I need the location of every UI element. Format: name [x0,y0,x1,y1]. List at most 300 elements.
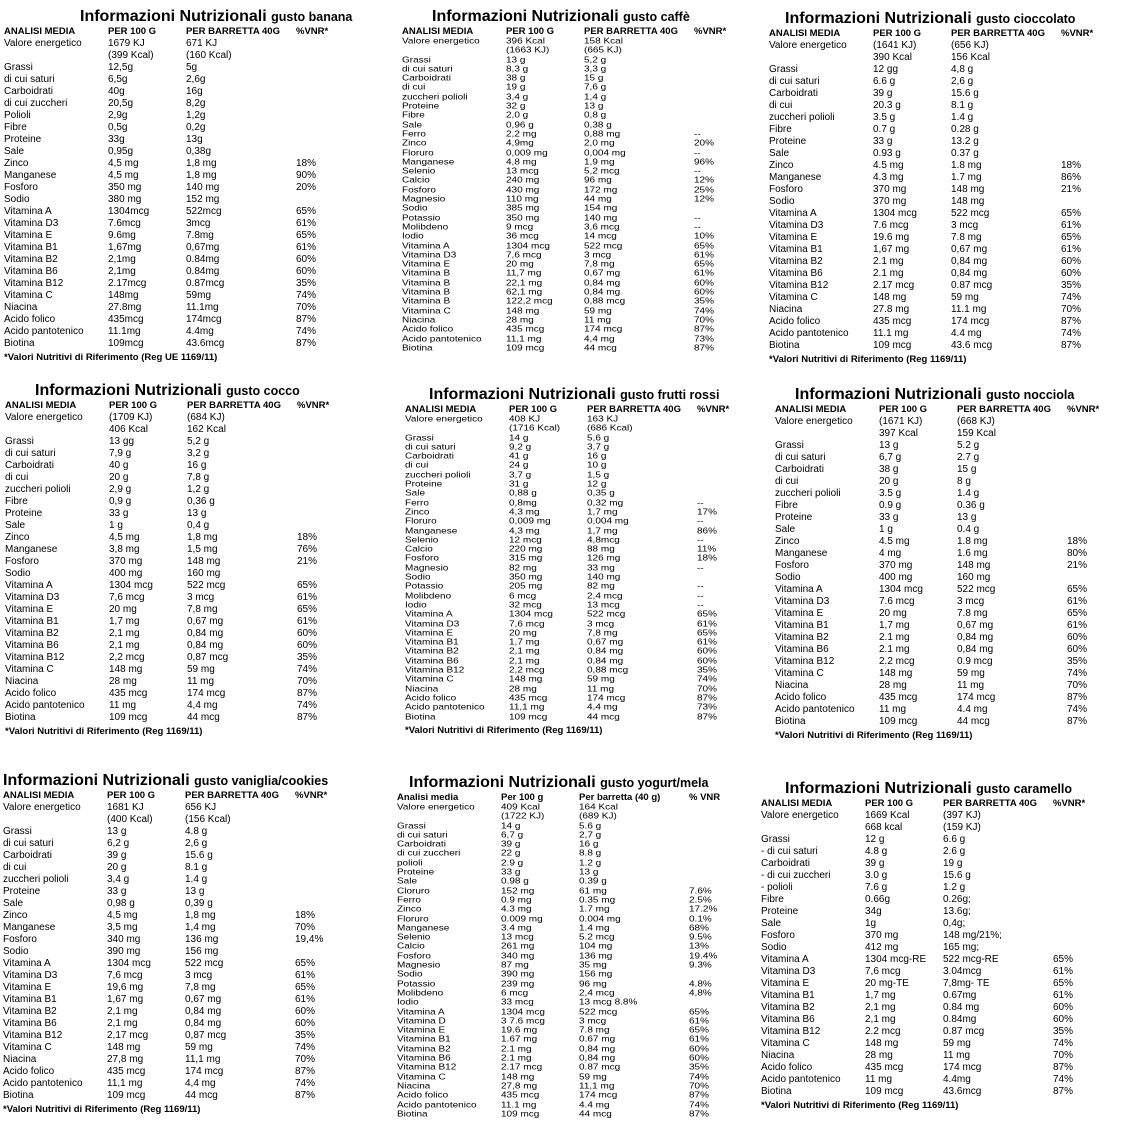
table-cell: 380 mg [108,194,142,205]
table-cell: Niacina [761,1050,795,1061]
table-cell: Iodio [397,998,419,1008]
table-cell: 350 mg [509,573,543,583]
table-cell: di cui [402,83,426,93]
table-cell: Niacina [769,304,803,315]
table-cell: 522 mcg [951,208,990,219]
table-row [3,958,375,970]
table-cell: di cui [775,476,799,487]
table-cell: 74% [295,1078,316,1089]
table-cell: Sale [775,524,796,535]
table-cell: -- [694,130,701,139]
table-cell: 1304 mcg [506,241,550,251]
table-cell: (159 KJ) [943,822,981,833]
table-cell: 0,95g [108,146,134,157]
table-cell: 14 mcg [584,232,617,242]
panel-title-flavor: gusto frutti rossi [620,388,720,402]
table-cell: - di cui zuccheri [761,870,831,881]
table-cell: 39 g [107,850,127,861]
table-cell: 174 mcg [584,325,623,335]
table-cell: 3,7 g [587,443,610,452]
table-cell: 7,8mg- TE [943,978,990,989]
table-cell: 61% [297,616,318,627]
table-cell: 38 g [506,74,526,84]
table-cell: 61% [1053,966,1074,977]
table-cell: Sale [402,120,423,130]
table-row [761,990,1131,1002]
table-cell: 1304 mcg [501,1007,545,1017]
table-cell: 159 Kcal [957,428,996,439]
table-cell: 65% [694,260,715,270]
table-row [3,862,375,874]
table-cell: 65% [689,1026,710,1036]
table-cell: Sale [769,148,790,159]
table-row [402,326,774,335]
column-header: ANALISI MEDIA [775,404,847,415]
table-cell: 2.5% [689,896,712,905]
table-cell: 11 mg [957,680,985,691]
panel-title [397,774,769,792]
table-row [405,611,777,620]
table-cell: 7.8mg [186,230,214,241]
table-cell: 0,88 mcg [584,297,626,307]
table-cell: 4.3 mg [873,172,904,183]
table-cell: 60% [1053,1002,1074,1013]
table-row [5,592,377,604]
table-row [4,218,376,230]
table-row [769,256,1131,268]
table-row [775,440,1131,452]
table-cell: 1 g [879,524,893,535]
table-cell: 65% [697,629,718,638]
table-cell: 19,4% [295,934,324,945]
table-cell: 73% [697,703,718,713]
table-cell: Vitamina B6 [3,1018,57,1029]
table-row [4,230,376,242]
table-cell: Magnesio [405,563,449,573]
table-cell: 60% [1061,268,1082,279]
table-cell: 18% [1067,536,1088,547]
table-cell: 6,7 g [879,452,902,463]
table-cell: 174 mcg [957,692,996,703]
table-row [405,714,777,723]
table-header [4,26,376,38]
table-cell: 4.4 mg [951,328,982,339]
table-cell [694,84,754,91]
table-cell: 350 mg [108,182,142,193]
table-cell: di cui saturi [405,443,456,452]
table-cell: 1.7 mg [579,905,610,915]
table-cell [1067,524,1127,536]
table-cell: zuccheri polioli [3,874,69,885]
table-row [761,1074,1131,1086]
table-cell: 65% [1061,208,1082,219]
table-cell [1053,942,1113,954]
table-cell: 1,7 mg [109,616,140,627]
table-cell: 0.84 mg [943,1002,980,1013]
table-cell: 35% [297,652,318,663]
table-cell: (684 KJ) [187,412,225,423]
panel-title-main: Informazioni Nutrizionali [3,772,190,789]
table-cell: Vitamina B6 [4,266,58,277]
table-cell: di cui saturi [402,65,453,74]
table-cell: 140 mg [186,182,220,193]
table-row [4,86,376,98]
table-cell: (156 Kcal) [185,814,231,825]
table-cell: Grassi [5,436,34,447]
table-cell: 0,35 g [587,489,615,499]
table-cell: 13 mcg [501,933,534,943]
table-cell: 148 mg [187,556,221,567]
table-cell [761,822,865,834]
table-cell: 20 mg [506,260,534,270]
table-cell: di cui [405,461,429,471]
table-cell: 17.2% [689,905,718,915]
table-cell [297,508,357,520]
table-cell: 35% [694,297,715,307]
table-cell [694,122,754,129]
table-cell: Magnesio [402,195,446,205]
table-cell [295,862,355,874]
table-cell: 1,67 mg [873,244,910,255]
table-cell: 13 g [957,512,977,523]
table-cell [689,850,749,857]
table-cell: 261 mg [501,942,535,952]
table-cell: 44 mcg [587,712,620,722]
table-cell: -- [697,601,704,610]
table-cell: 2.6 g [943,846,966,857]
table-cell: (656 KJ) [951,40,989,51]
table-header [405,404,777,416]
table-cell: 25% [694,185,715,195]
table-cell: Proteine [5,508,43,519]
table-cell: 11,1 mg [185,1054,221,1065]
table-row [761,1026,1131,1038]
table-cell: 0.35 mg [579,896,616,905]
table-cell: 39 g [873,88,893,99]
table-cell: 33 g [873,136,893,147]
table-row [769,232,1131,244]
table-cell: Manganese [3,922,56,933]
table-cell: 1304mcg [108,206,150,217]
table-cell: 2,0 g [506,111,529,121]
table-cell: 65% [1053,954,1074,965]
table-cell: 165 mg; [943,942,980,953]
table-cell: 4,8mcg [587,536,620,545]
table-row [775,716,1131,728]
table-cell: 3,2 g [187,448,210,459]
table-row [775,416,1131,428]
table-cell: Vitamina C [4,290,53,301]
table-cell: 20 mg [109,604,137,615]
table-cell: Grassi [769,64,798,75]
table-cell: 59 mg [951,292,979,303]
table-cell: Sodio [397,970,423,980]
table-cell: 60% [295,1018,316,1029]
table-cell: Biotina [769,340,800,351]
table-cell: (399 Kcal) [108,50,154,61]
table-cell: 0,84 mg [957,632,994,643]
table-header [402,26,774,38]
table-cell: 13 g [579,868,599,878]
table-cell: Vitamina E [5,604,54,615]
table-cell: 0.98 g [501,877,529,887]
table-cell [296,62,356,74]
table-cell: 0.87 mcg [943,1026,985,1037]
table-cell: 74% [296,290,317,301]
table-cell: 136 mg [579,951,613,961]
table-cell: 148 mg [957,560,991,571]
table-cell: 3.4 mg [501,924,532,933]
table-cell: 2,1 mg [865,1014,896,1025]
table-cell: 1,4 mg [185,922,216,933]
table-cell: Acido folico [397,1091,449,1101]
table-row [769,172,1131,184]
table-cell: 21% [297,556,318,567]
table-cell: 0,36 g [187,496,215,507]
table-cell: zuccheri polioli [769,112,835,123]
table-cell [1061,136,1121,148]
table-cell: Fibre [5,496,28,507]
table-cell: 340 mg [107,934,141,945]
table-row [3,922,375,934]
table-cell: Carboidrati [405,452,454,462]
table-cell: Vitamina B1 [761,990,815,1001]
table-row [4,146,376,158]
table-cell: 60% [1053,1014,1074,1025]
table-cell: Proteine [405,480,443,490]
panel-title [3,772,375,790]
table-cell: Selenio [405,536,439,545]
table-cell: 671 KJ [186,38,218,49]
table-cell: 65% [295,958,316,969]
table-cell: Fosforo [775,560,809,571]
table-cell: 1,8 mg [186,158,217,169]
table-cell: Niacina [4,302,38,313]
panel-title-flavor: gusto nocciola [986,388,1075,402]
table-cell: 4.8 g [185,826,208,837]
table-cell: 315 mg [509,554,543,564]
column-header: ANALISI MEDIA [3,790,75,801]
table-cell: 35% [1053,1026,1074,1037]
column-header: PER 100 G [107,790,156,801]
table-cell: 60% [697,656,718,666]
table-row [4,290,376,302]
table-cell: 16 g [579,840,599,850]
table-cell: 74% [296,326,317,337]
table-cell: Vitamina D3 [769,220,824,231]
table-cell: 19.6 mg [501,1026,538,1036]
table-cell: 240 mg [506,176,540,186]
table-cell: 0.67mg [943,990,977,1001]
table-cell [689,804,749,811]
table-cell: Fosforo [4,182,38,193]
table-cell: 3.04mcg [943,966,982,977]
table-cell: Vitamina A [5,580,53,591]
table-row [3,886,375,898]
table-cell: 70% [1053,1050,1074,1061]
table-cell: Magnesio [397,961,441,971]
table-row [775,668,1131,680]
column-header: PER BARRETTA 40G [584,26,678,37]
table-cell: Cloruro [397,886,430,896]
table-cell: 87% [697,712,718,722]
table-cell: 163 KJ [587,415,619,424]
table-cell: 74% [697,675,718,685]
table-row [775,464,1131,476]
table-cell: 60% [694,288,715,298]
table-row [3,814,375,826]
table-cell: di cui saturi [769,76,820,87]
nutrition-panel-yogurt-mela [397,774,769,1120]
table-cell: Manganese [402,158,455,167]
table-row [775,524,1131,536]
table-cell: 59 mg [185,1042,213,1053]
table-cell: -- [697,591,704,601]
table-row [775,632,1131,644]
table-cell: Fosforo [3,934,37,945]
table-cell [1053,834,1113,846]
table-cell: 2.1 mg [879,632,910,643]
table-cell: 18% [295,910,316,921]
table-row [4,338,376,350]
table-cell: Acido folico [775,692,827,703]
table-cell: 59 mg [587,675,615,685]
table-cell: 59 mg [187,664,215,675]
table-cell: 5.2 g [957,440,980,451]
table-cell: 7,6 mcg [109,592,145,603]
table-row [769,112,1131,124]
table-row [4,278,376,290]
table-cell: Vitamina A [4,206,52,217]
column-header: PER 100 G [879,404,928,415]
table-cell: 13g [186,134,203,145]
table-cell: 1,7 mg [879,620,910,631]
table-cell: 0,84 mg [579,1044,616,1054]
table-row [5,508,377,520]
table-cell: 74% [689,1072,710,1082]
table-cell [697,574,757,581]
table-cell: 14 g [509,433,529,443]
table-cell: 3,4 g [107,874,130,885]
table-cell: Vitamina E [769,232,818,243]
table-cell: 65% [296,230,317,241]
nutrition-panel-banana [4,8,376,364]
table-cell: 396 Kcal [506,37,545,46]
table-cell [1053,918,1113,930]
table-cell: -- [694,213,701,223]
table-cell: 435 mcg [509,694,548,703]
table-cell: 0.87mcg [186,278,225,289]
table-cell: 11 mg [587,684,615,694]
table-cell [694,94,754,101]
table-cell: 0,67 mg [957,620,994,631]
table-row [775,572,1131,584]
footnote: *Valori Nutritivi di Riferimento (Reg 1169/11) [3,1104,201,1115]
table-cell: 370 mg [873,184,907,195]
table-cell [295,874,355,886]
table-row [5,556,377,568]
table-row [769,52,1131,64]
table-cell: 65% [1067,608,1088,619]
table-cell: 74% [1067,668,1088,679]
table-row [402,345,774,354]
table-cell [296,122,356,134]
table-row [775,608,1131,620]
table-cell: Acido pantotenico [769,328,849,339]
column-header: ANALISI MEDIA [761,798,833,809]
table-cell: 174mcg [186,314,222,325]
table-cell: 61% [1061,220,1082,231]
table-cell: 4.4 mg [579,1100,610,1110]
table-cell [297,472,357,484]
table-cell: 0,4g; [943,918,966,929]
table-cell [1067,428,1127,440]
table-cell: Zinco [769,160,794,171]
table-cell: 1.2 g [943,882,966,893]
table-cell: zuccheri polioli [402,92,468,102]
table-cell [295,826,355,838]
table-cell: 370 mg [865,930,899,941]
table-cell: 18% [697,554,718,564]
table-cell: 18% [297,532,318,543]
table-row [5,412,377,424]
table-cell: Valore energetico [402,37,480,46]
table-cell: 9,2 g [509,443,532,452]
table-cell: 0,38g [186,146,212,157]
column-header: %VNR* [694,26,727,37]
table-cell: Vitamina A [402,241,450,251]
table-cell: 0,84 mg [187,628,224,639]
table-cell: 0.9 mcg [957,656,993,667]
column-header: PER BARRETTA 40G [957,404,1051,415]
table-cell: 2,2 mcg [109,652,145,663]
table-cell: 20 g [879,476,899,487]
table-row [775,452,1131,464]
table-cell: 6 mcg [509,591,537,601]
table-cell: 7,8 mg [587,629,618,638]
table-cell: 0.37 g [951,148,979,159]
footnote: *Valori Nutritivi di Riferimento (Reg 1169/11) [5,726,203,737]
table-cell [402,47,506,54]
table-cell: 61% [1067,620,1088,631]
table-cell: 28 mg [865,1050,893,1061]
column-header: %VNR* [296,26,329,37]
table-cell: -- [697,582,704,592]
table-cell [689,832,749,839]
table-cell: 1,7 mg [587,526,618,536]
table-cell: 11.1 mg [951,304,987,315]
table-cell: 11,1 mg [579,1082,615,1091]
table-cell: 148 mg [879,668,913,679]
table-cell [1061,88,1121,100]
table-cell: 1,8 mg [187,532,218,543]
table-cell: 0.004 mg [579,914,621,924]
table-cell: 3 mcg [584,251,612,260]
table-cell [296,194,356,206]
table-cell: 14 g [501,821,521,831]
table-cell: 1,2 g [187,484,210,495]
table-cell: 15.6 g [951,88,979,99]
table-cell [694,66,754,73]
table-cell: 0,39 g [185,898,213,909]
table-cell: 60% [297,640,318,651]
panel-title-main: Informazioni Nutrizionali [429,386,616,403]
table-cell: 164 Kcal [579,803,618,812]
table-cell: 148 mg [951,196,985,207]
table-cell [405,425,509,432]
table-row [4,158,376,170]
table-cell: Calcio [402,176,430,186]
